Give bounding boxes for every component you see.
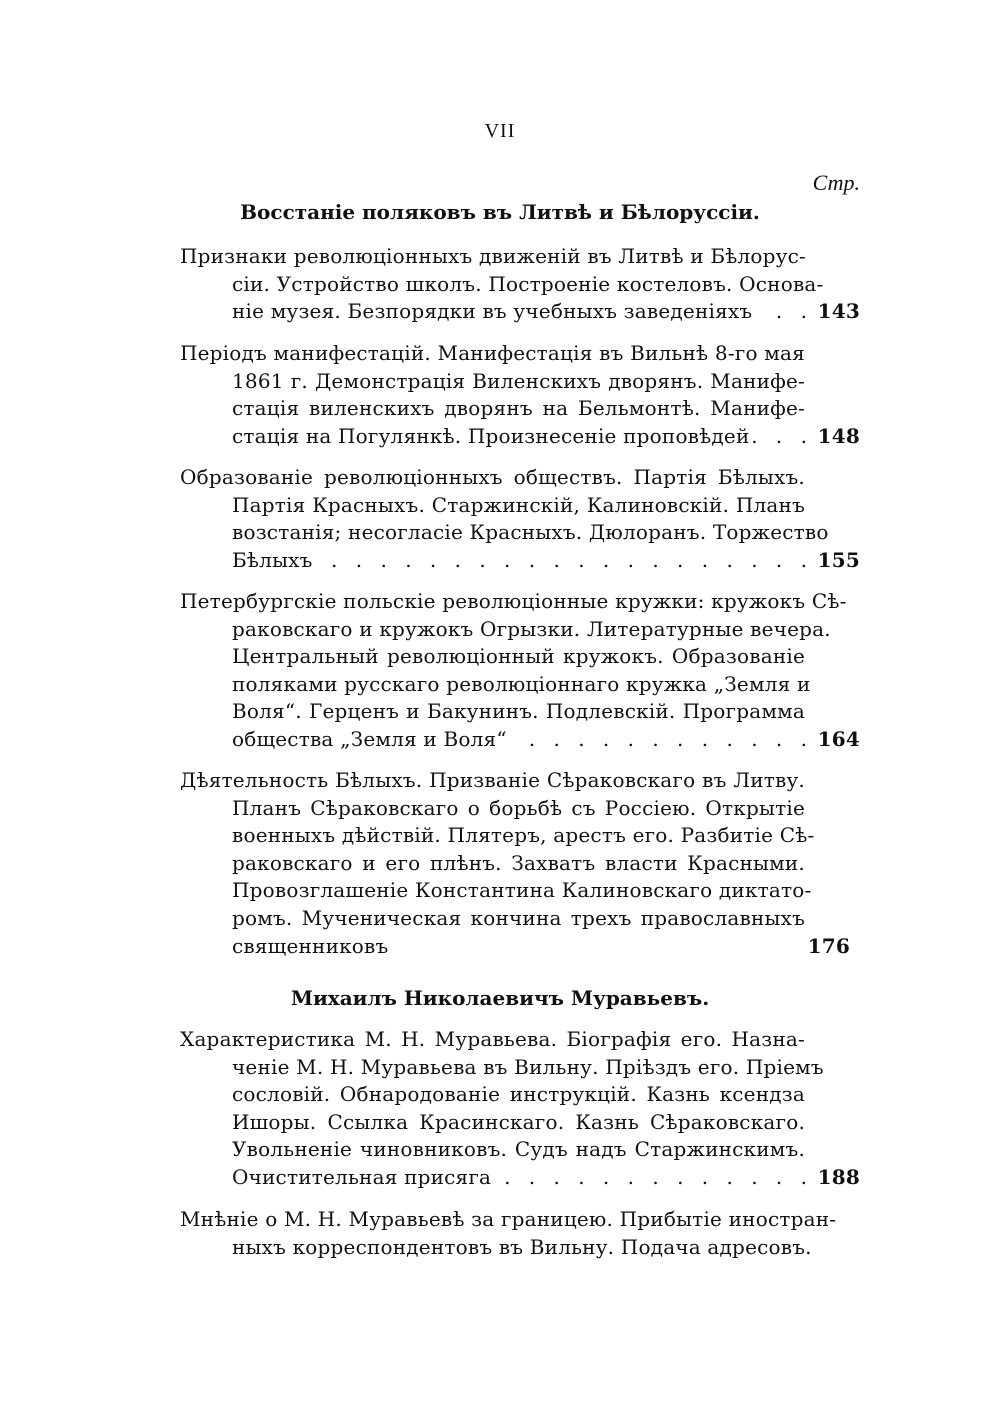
toc-entry[interactable] (180, 767, 860, 960)
entry-line-text: Очистительная присяга (232, 1164, 492, 1189)
entry-line: ныхъ корреспондентовъ въ Вильну. Подача адресовъ. (232, 1234, 812, 1259)
entry-line-text: общества „Земля и Воля“ (232, 726, 507, 751)
entry-last-line (232, 1164, 813, 1192)
entry-line: Планъ Сѣраковскаго о борьбѣ съ Россіею. Открытіе (232, 795, 805, 820)
entry-last-line (232, 547, 813, 575)
entry-line-text: ніе музея. Безпорядки въ учебныхъ заведеніяхъ (232, 299, 753, 324)
toc-entry[interactable] (180, 1206, 860, 1261)
dot-leader (388, 934, 396, 958)
entry-line: сословій. Обнародованіе инструкцій. Казнь ксендза (232, 1082, 805, 1107)
toc-entry[interactable] (180, 588, 860, 754)
entry-line: Періодъ манифестацій. Манифестація въ Вильнѣ 8-го мая (180, 341, 805, 365)
entry-line: поляками русскаго революціоннаго кружка „Земля и (232, 671, 811, 696)
entry-last-line (232, 933, 805, 961)
entry-line: сіи. Устройство школъ. Построеніе костеловъ. Основа- (232, 271, 824, 296)
toc-entry[interactable] (180, 243, 860, 326)
entry-line: Мнѣніе о М. Н. Муравьевѣ за границею. Прибытіе иностран- (180, 1207, 837, 1231)
entry-line: Воля“. Герценъ и Бакунинъ. Подлевскій. Программа (232, 699, 805, 724)
page-number: VII (484, 120, 516, 142)
toc-entry[interactable] (180, 1026, 860, 1192)
entry-line: Петербургскіе польскіе революціонные кружки: кружокъ Сѣ- (180, 589, 847, 613)
page-column-header: Стр. (812, 170, 860, 195)
dot-leader: . . . (751, 423, 813, 448)
entry-last-line (232, 423, 813, 451)
toc-entry[interactable] (180, 464, 860, 574)
entry-line: ченіе М. Н. Муравьева въ Вильну. Пріѣздъ его. Пріемъ (232, 1054, 824, 1079)
dot-leader: . . . . . . . . . . . . . (504, 1164, 813, 1189)
dot-leader: . . . . . . . . . . . . (528, 726, 813, 751)
entry-line: раковскаго и его плѣнъ. Захватъ власти Красными. (232, 850, 805, 875)
page-reference[interactable]: 148 (817, 424, 860, 448)
entry-line: Провозглашеніе Константина Калиновскаго диктато- (232, 878, 812, 903)
entry-line: Ишоры. Ссылка Красинскаго. Казнь Сѣраковскаго. (232, 1109, 805, 1134)
entry-line: ромъ. Мученическая кончина трехъ православныхъ (232, 905, 805, 930)
entry-line: Дѣятельность Бѣлыхъ. Призваніе Сѣраковскаго въ Литву. (180, 768, 805, 792)
entry-line: 1861 г. Демонстрація Виленскихъ дворянъ. Манифе- (232, 368, 805, 393)
entry-line-text: священниковъ (232, 933, 389, 958)
page-reference[interactable]: 188 (817, 1165, 860, 1189)
section-title: Восстаніе поляковъ въ Литвѣ и Бѣлоруссіи. (240, 200, 760, 224)
entry-line: Центральный революціонный кружокъ. Образованіе (232, 644, 805, 669)
page-reference[interactable]: 155 (817, 548, 860, 572)
dot-leader: . . (775, 299, 813, 324)
toc-entry[interactable] (180, 340, 860, 450)
entry-line: стація виленскихъ дворянъ на Бельмонтѣ. Манифе- (232, 396, 805, 421)
entry-line: Характеристика М. Н. Муравьева. Біографія его. Назна- (180, 1027, 805, 1051)
page-reference[interactable]: 143 (817, 299, 860, 323)
entry-line: Партія Красныхъ. Старжинскій, Калиновскій. Планъ (232, 492, 805, 517)
entry-line: Признаки революціонныхъ движеній въ Литвѣ и Бѣлорус- (180, 244, 806, 268)
page-reference[interactable]: 176 (807, 934, 850, 958)
entry-line-text: Бѣлыхъ (232, 547, 313, 572)
entry-line: военныхъ дѣйствій. Плятеръ, арестъ его. Разбитіе Сѣ- (232, 823, 815, 848)
entry-line: раковскаго и кружокъ Огрызки. Литературные вечера. (232, 616, 831, 641)
entry-line: возстанія; несогласіе Красныхъ. Дюлоранъ. Торжество (232, 520, 829, 545)
entry-line: Увольненіе чиновниковъ. Судъ надъ Старжинскимъ. (232, 1137, 805, 1162)
entry-line-text: стація на Погулянкѣ. Произнесеніе проповѣдей (232, 423, 750, 448)
entry-line: Образованіе революціонныхъ обществъ. Партія Бѣлыхъ. (180, 465, 805, 489)
section-title: Михаилъ Николаевичъ Муравьевъ. (290, 986, 710, 1010)
entry-last-line (232, 298, 813, 326)
dot-leader: . . . . . . . . . . . . . . . . . . . . (331, 547, 813, 572)
entry-last-line (232, 726, 813, 754)
page-reference[interactable]: 164 (817, 727, 860, 751)
